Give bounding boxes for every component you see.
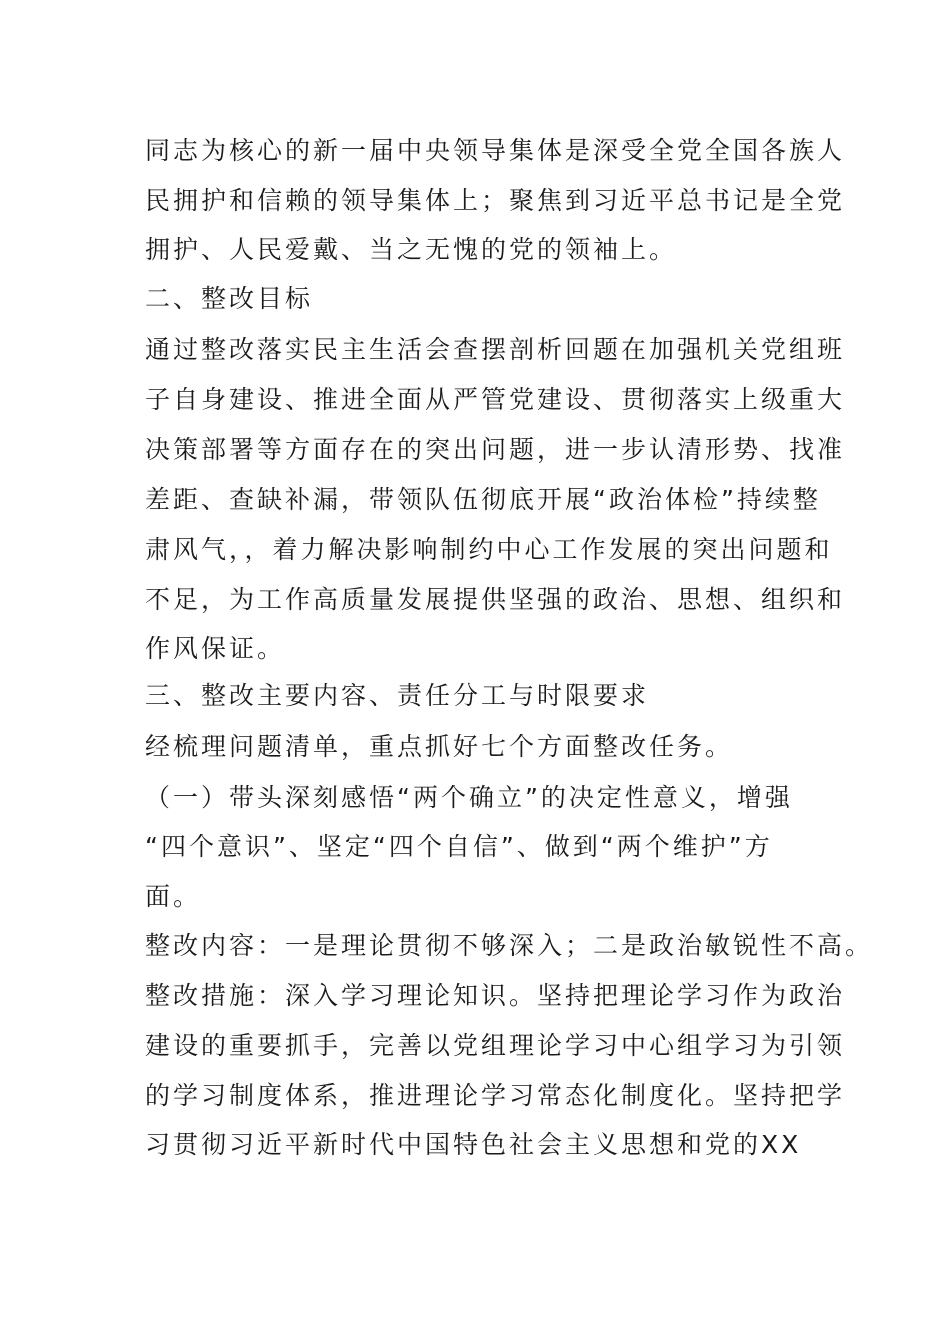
text-line: 作风保证。 [145,634,286,663]
section-heading: 三、整改主要内容、责任分工与时限要求 [145,681,650,710]
text-line: 不足，为工作高质量发展提供坚强的政治、思想、组织和 [145,585,846,614]
text-line: 民拥护和信赖的领导集体上；聚焦到习近平总书记是全党 [145,186,846,215]
subsection-heading: “四个意识”、坚定“四个自信”、做到“两个维护”方 [145,832,773,861]
text-line: 通过整改落实民主生活会查摆剖析回题在加强机关党组班 [145,335,846,364]
text-line: 子自身建设、推进全面从严管党建设、贯彻落实上级重大 [145,385,846,414]
text-line: 经梳理问题清单，重点抓好七个方面整改任务。 [145,732,734,761]
text-line: 差距、查缺补漏，带领队伍彻底开展“政治体检”持续整 [145,485,821,514]
subsection-heading: 面。 [145,882,202,911]
text-line: 的学习制度体系，推进理论学习常态化制度化。坚持把学 [145,1081,846,1110]
text-line: 同志为核心的新一届中央领导集体是深受全党全国各族人 [145,136,846,165]
text-line: 习贯彻习近平新时代中国特色社会主义思想和党的XX [145,1130,802,1159]
section-heading: 二、整改目标 [145,284,314,313]
text-line: 建设的重要抓手，完善以党组理论学习中心组学习为引领 [145,1031,846,1060]
text-line: 整改内容：一是理论贯彻不够深入；二是政治敏锐性不高。 [145,931,874,960]
text-line: 拥护、人民爱戴、当之无愧的党的领袖上。 [145,235,678,264]
text-line: 决策部署等方面存在的突出问题，进一步认清形势、找准 [145,435,846,464]
subsection-heading: （一）带头深刻感悟“两个确立”的决定性意义，增强 [145,783,793,812]
text-line: 肃风气，，着力解决影响制约中心工作发展的突出问题和 [145,535,833,564]
text-line: 整改措施：深入学习理论知识。坚持把理论学习作为政治 [145,981,846,1010]
